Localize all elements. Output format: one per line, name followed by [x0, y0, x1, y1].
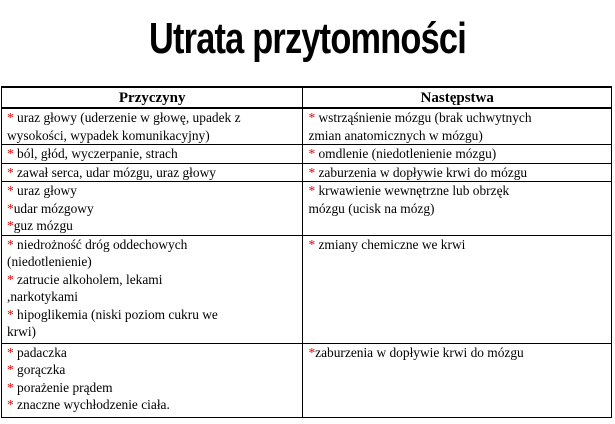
table-row — [2, 163, 612, 182]
table-row — [2, 145, 612, 164]
table-row — [2, 108, 612, 145]
bullet-asterisk: * — [7, 110, 14, 125]
consequence-line: mózgu (ucisk na mózg) — [308, 200, 435, 216]
consequence-line: zmian anatomicznych w mózgu) — [308, 127, 483, 143]
cause-line: * hipoglikemia (niski poziom cukru we — [7, 306, 218, 322]
bullet-asterisk: * — [308, 146, 316, 161]
bullet-asterisk: * — [7, 183, 14, 198]
consequence-cell — [303, 182, 612, 236]
consequence-line: * omdlenie (niedotlenienie mózgu) — [308, 146, 497, 161]
bullet-asterisk: * — [7, 200, 14, 216]
cause-line: ,narkotykami — [7, 289, 79, 304]
bullet-asterisk: * — [7, 146, 14, 161]
cause-line: * porażenie prądem — [7, 379, 113, 395]
bullet-asterisk: * — [7, 344, 14, 360]
bullet-asterisk: * — [7, 397, 14, 412]
consequence-line: *zaburzenia w dopływie krwi do mózgu — [308, 344, 524, 360]
page-title: Utrata przytomności — [148, 14, 466, 63]
causes-consequences-table — [1, 86, 612, 418]
consequence-cell — [303, 343, 612, 417]
consequence-cell — [303, 235, 612, 343]
bullet-asterisk: * — [308, 236, 316, 252]
bullet-asterisk: * — [7, 164, 14, 180]
cause-line: * zatrucie alkoholem, lekami — [7, 271, 163, 287]
consequence-line: * wstrząśnienie mózgu (brak uchwytnych — [308, 110, 532, 125]
header-causes: Przyczyny — [2, 87, 303, 108]
bullet-asterisk: * — [308, 164, 316, 180]
bullet-asterisk: * — [7, 236, 14, 252]
cause-cell — [2, 108, 303, 145]
consequence-line: * krwawienie wewnętrzne lub obrzęk — [308, 183, 510, 198]
bullet-asterisk: * — [7, 362, 14, 377]
bullet-asterisk: * — [308, 183, 316, 198]
bullet-asterisk: * — [308, 344, 316, 360]
table-row — [2, 235, 612, 343]
consequence-line: * zaburzenia w dopływie krwi do mózgu — [308, 164, 528, 180]
consequence-cell — [303, 108, 612, 145]
header-consequences: Następstwa — [303, 87, 612, 108]
cause-cell — [2, 343, 303, 417]
cause-cell — [2, 235, 303, 343]
cause-line: *guz mózgu — [7, 218, 73, 233]
cause-line: * padaczka — [7, 344, 67, 360]
consequence-cell — [303, 145, 612, 164]
consequence-cell — [303, 163, 612, 182]
cause-line: * zawał serca, udar mózgu, uraz głowy — [7, 164, 216, 180]
cause-line: wysokości, wypadek komunikacyjny) — [7, 127, 210, 143]
cause-line: krwi) — [7, 324, 37, 339]
consequence-line: * zmiany chemiczne we krwi — [308, 236, 466, 252]
cause-line: * uraz głowy (uderzenie w głowę, upadek z — [7, 110, 241, 125]
bullet-asterisk: * — [7, 379, 14, 395]
cause-cell — [2, 145, 303, 164]
cause-line: * uraz głowy — [7, 183, 77, 198]
cause-line: * niedrożność dróg oddechowych — [7, 236, 188, 252]
cause-line: * gorączka — [7, 362, 66, 377]
table-row — [2, 182, 612, 236]
bullet-asterisk: * — [308, 110, 316, 125]
cause-cell — [2, 182, 303, 236]
cause-cell — [2, 163, 303, 182]
cause-line: * ból, głód, wyczerpanie, strach — [7, 146, 178, 161]
cause-line: *udar mózgowy — [7, 200, 94, 216]
table-header-row — [2, 87, 612, 108]
bullet-asterisk: * — [7, 306, 14, 322]
cause-line: * znaczne wychłodzenie ciała. — [7, 397, 170, 412]
table-row — [2, 343, 612, 417]
bullet-asterisk: * — [7, 218, 14, 233]
cause-line: (niedotlenienie) — [7, 254, 92, 269]
bullet-asterisk: * — [7, 271, 14, 287]
